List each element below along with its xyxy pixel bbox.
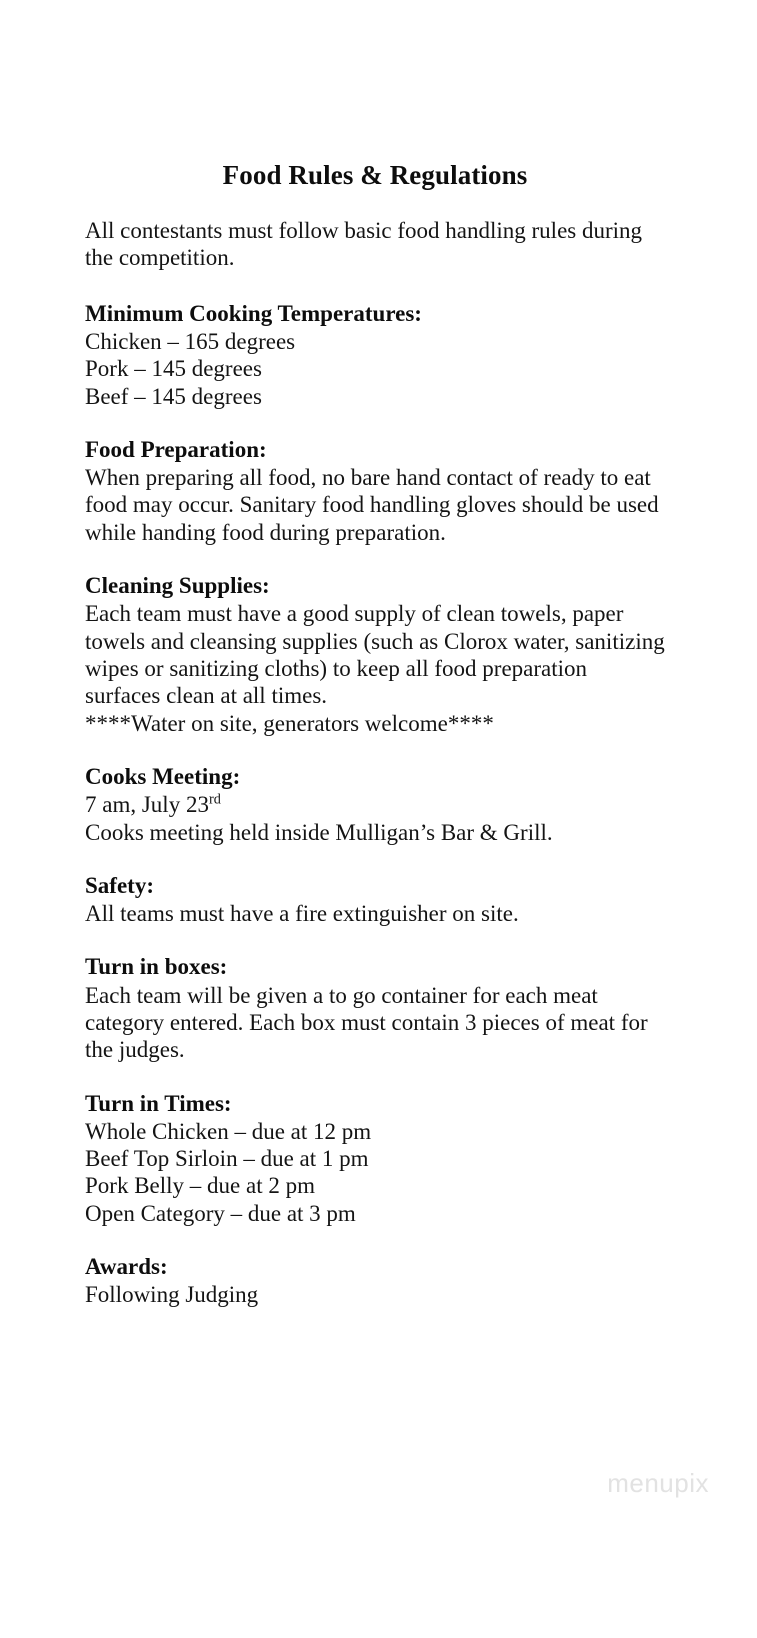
- section-minimum-cooking-temperatures: [85, 300, 665, 410]
- section-line: Following Judging: [85, 1282, 259, 1308]
- section-paragraph: Each team will be given a to go container for each meat category entered. Each box must contain 3 pieces of meat for the judges.: [85, 982, 648, 1063]
- section-food-preparation: [85, 436, 665, 546]
- section-awards: [85, 1253, 665, 1308]
- section-line: Chicken – 165 degrees: [85, 328, 296, 354]
- turn-in-time-row: Whole Chicken – due at 12 pm: [85, 1118, 372, 1144]
- section-line: Pork – 145 degrees: [85, 356, 262, 382]
- section-turn-in-times: [85, 1090, 665, 1228]
- menupix-watermark: menupix: [607, 1468, 709, 1498]
- turn-in-time-row: Open Category – due at 3 pm: [85, 1200, 356, 1226]
- cooks-meeting-location: Cooks meeting held inside Mulligan’s Bar & Grill.: [85, 819, 553, 845]
- cooks-meeting-date-text: 7 am, July 23: [85, 792, 209, 818]
- section-heading: Cooks Meeting:: [85, 764, 241, 790]
- section-heading: Turn in boxes:: [85, 954, 228, 980]
- section-heading: Cleaning Supplies:: [85, 573, 270, 599]
- section-paragraph: When preparing all food, no bare hand contact of ready to eat food may occur. Sanitary food handling gloves should be used while handing food during preparation.: [85, 465, 659, 545]
- section-line: All teams must have a fire extinguisher on site.: [85, 901, 519, 927]
- turn-in-time-row: Pork Belly – due at 2 pm: [85, 1173, 315, 1199]
- section-turn-in-boxes: [85, 953, 665, 1063]
- page-title: Food Rules & Regulations: [222, 160, 528, 190]
- section-cooks-meeting: [85, 763, 665, 846]
- section-paragraph: Each team must have a good supply of clean towels, paper towels and cleansing supplies (such as Clorox water, sanitizing wipes or sanitizing cloths) to keep all food preparation surfaces clean at all times.: [85, 601, 665, 709]
- intro-paragraph: All contestants must follow basic food handling rules during the competition.: [85, 218, 643, 271]
- section-heading: Turn in Times:: [85, 1090, 232, 1116]
- section-heading: Food Preparation:: [85, 436, 267, 462]
- section-heading: Awards:: [85, 1254, 168, 1280]
- ordinal-suffix: rd: [208, 791, 221, 808]
- cooks-meeting-datetime: [85, 791, 665, 818]
- turn-in-time-row: Beef Top Sirloin – due at 1 pm: [85, 1146, 369, 1172]
- water-on-site-note: ****Water on site, generators welcome****: [85, 710, 494, 736]
- document-content: [85, 160, 665, 1309]
- section-line: Beef – 145 degrees: [85, 383, 262, 409]
- section-heading: Safety:: [85, 872, 154, 898]
- section-cleaning-supplies: [85, 572, 665, 737]
- section-safety: [85, 872, 665, 927]
- section-heading: Minimum Cooking Temperatures:: [85, 300, 422, 326]
